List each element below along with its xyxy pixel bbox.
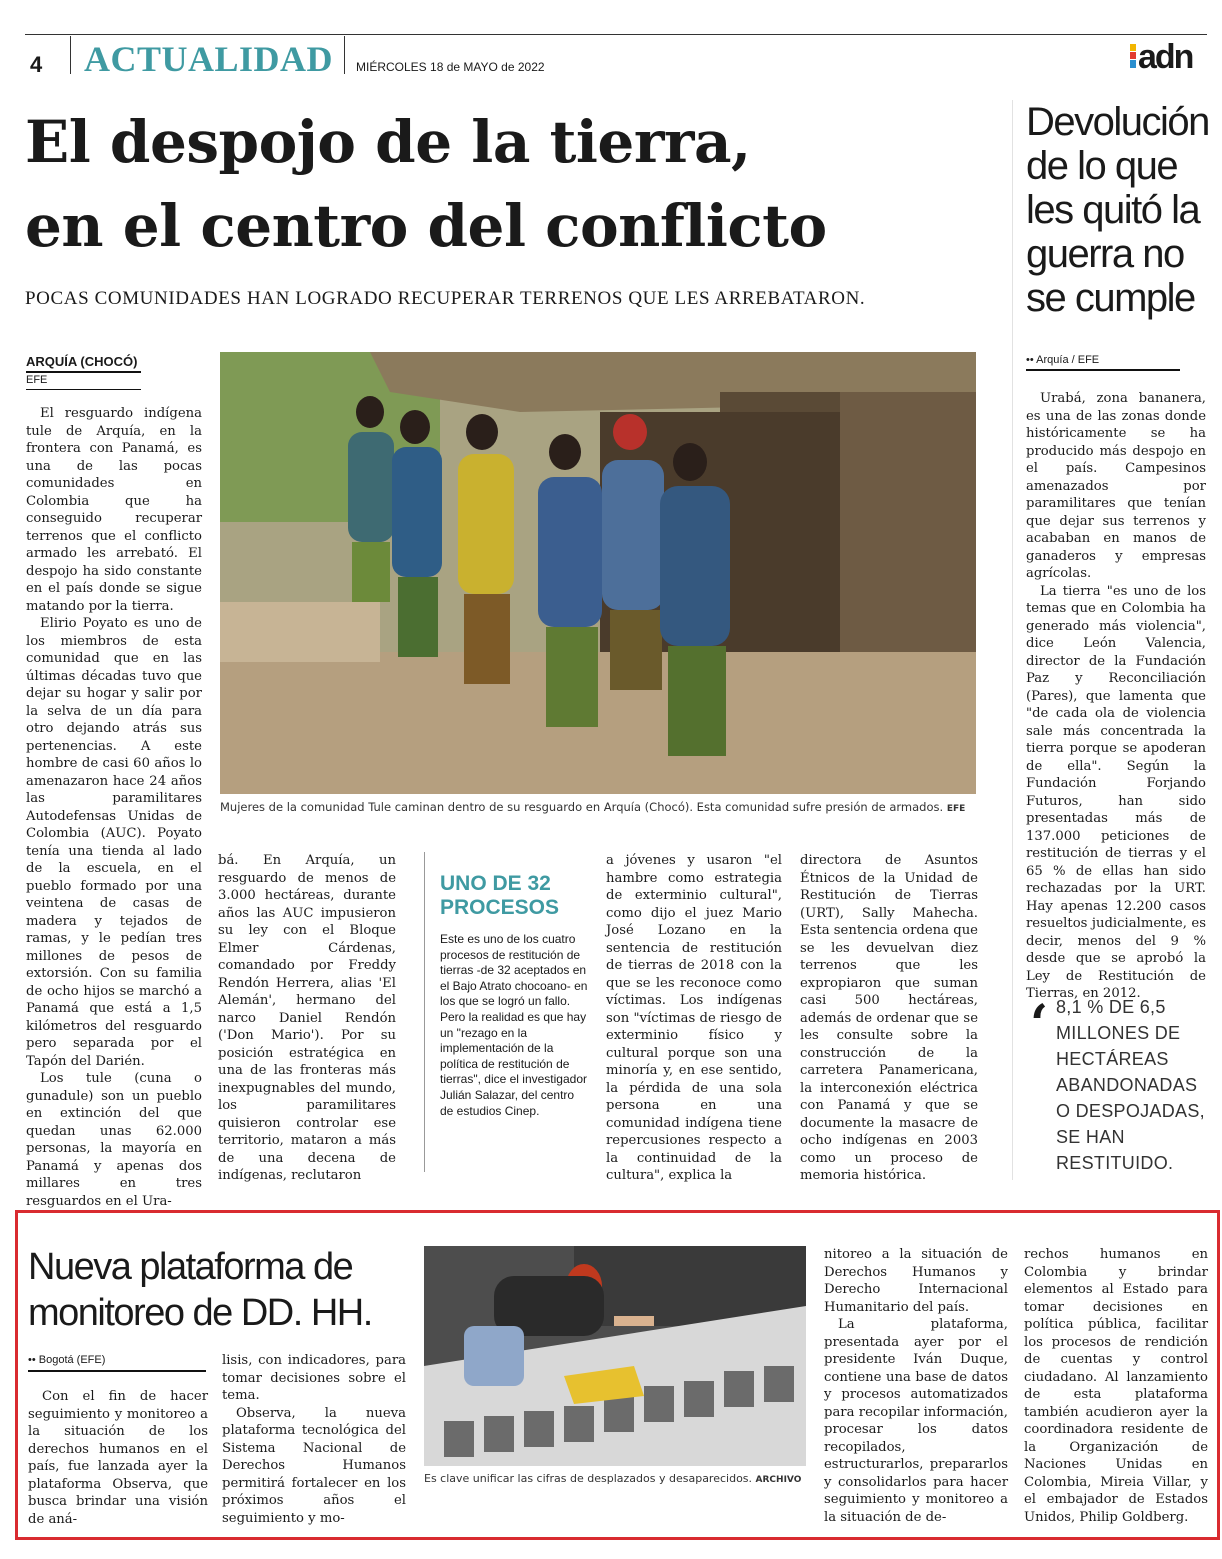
caption-text: Mujeres de la comunidad Tule caminan dentro de su resguardo en Arquía (Chocó). Esta comunidad sufre presión de armados. bbox=[220, 800, 944, 814]
article-column bbox=[26, 405, 202, 1209]
byline-rule bbox=[26, 389, 141, 390]
subheadline: POCAS COMUNIDADES HAN LOGRADO RECUPERAR TERRENOS QUE LES ARREBATARON. bbox=[25, 288, 866, 309]
paragraph: rechos humanos en Colombia y brindar elementos al Estado para tomar decisiones en política pública, facilitar los procesos de rendición de cuentas y control ciudadano. Al lanzamiento de esta plataforma también acudieron ayer la coordinadora residente de la Organización de Naciones Unidas en Colombia, Mireia Villar, y el embajador de Estados Unidos, Philip Goldberg. bbox=[1024, 1247, 1208, 1525]
brand-logo-mark bbox=[1130, 44, 1136, 68]
side-article-title: Devolución de lo que les quitó la guerra no se cumple bbox=[1026, 100, 1209, 320]
paragraph: directora de Asuntos Étnicos de la Unidad de Restitución de Tierras (URT), Sally Mahecha. Esta sentencia ordena que se les devuelvan diez terrenos que les expropiaron que suman casi 500 hectáreas, además de ordenar que se les consulte sobre la construcción de la carretera Panamericana, la interconexión eléctrica con Panamá y que se documente la masacre de ocho indígenas en 2003 como un proceso de memoria histórica. bbox=[800, 853, 978, 1183]
article-column bbox=[218, 852, 396, 1183]
bottom-photo bbox=[424, 1246, 806, 1466]
box-text: Este es uno de los cuatro procesos de restitución de tierras -de 32 aceptados en el Bajo Atrato chocoano- en los que se logró un fallo. Pero la realidad es que hay un "rezago en la implementación de la política de restitución de tierras", dice el investigador Julián Salazar, del centro de estudios Cinep. bbox=[440, 932, 588, 1118]
column-divider bbox=[1012, 100, 1013, 1180]
article-column bbox=[1024, 1246, 1208, 1525]
paragraph: Con el fin de hacer seguimiento y monitoreo a la situación de los derechos humanos en el país, fue lanzada ayer la plataforma Observa, que busca brindar una visión de aná- bbox=[28, 1389, 208, 1527]
paragraph: nitoreo a la situación de Derechos Humanos y Derecho Internacional Humanitario del país. bbox=[824, 1247, 1008, 1315]
article-column bbox=[28, 1388, 208, 1527]
paragraph: La tierra "es uno de los temas que en Colombia ha generado más violencia", dice León Valencia, director de la Fundación Paz y Reconciliación (Pares), que lamenta que "de cada ola de violencia sale más concentrada la tierra porque se apoderan de ella". Según la Fundación Forjando Futuros, han sido presentadas más de 137.000 peticiones de restitución de tierras y el 65 % de ellas han sido rechazadas por la URT. Hay apenas 12.200 casos resueltos judicialmente, es decir, menos del 9 % desde que se aprobó la Ley de Restitución de Tierras, en 2012. bbox=[1026, 583, 1206, 1001]
article-column bbox=[824, 1246, 1008, 1525]
article-column bbox=[606, 852, 782, 1183]
article-column bbox=[1026, 390, 1206, 1001]
paragraph: lisis, con indicadores, para tomar decisiones sobre el tema. bbox=[222, 1353, 406, 1403]
brand-logo: adn bbox=[1138, 38, 1193, 76]
byline-rule bbox=[28, 1370, 206, 1372]
side-byline bbox=[1026, 354, 1099, 366]
byline-source: EFE bbox=[26, 374, 48, 386]
byline-location: ARQUÍA (CHOCÓ) bbox=[26, 354, 138, 369]
page-number: 4 bbox=[30, 52, 43, 77]
paragraph: Elirio Poyato es uno de los miembros de esta comunidad que en las últimas décadas tuvo que dejar su hogar y salir por la selva de un día para otro dejando atrás sus pertenencias. A este hombre de casi 60 años lo amenazaron hace 24 años las paramilitares Autodefensas Unidas de Colombia (AUC). Poyato tenía una tienda al lado de la escuela, en el pueblo formado por una veintena de casas de madera y tejados de ramas, y le pedían tres millones de pesos de extorsión. Con su familia de ocho hijos se marchó a Panamá que está a 1,5 kilómetros del resguardo pero separada por el Tapón del Darién. bbox=[26, 616, 202, 1069]
bottom-article-title: Nueva plataforma de monitoreo de DD. HH. bbox=[28, 1246, 372, 1334]
headline-line: en el centro del conflicto bbox=[25, 192, 827, 260]
paragraph: La plataforma, presentada ayer por el presidente Iván Duque, contiene una base de datos y procesos automatizados para recopilar información, procesar los datos recopilados, estructurarlos, prepararlos y consolidarlos para hacer seguimiento y monitoreo a la situación de de- bbox=[824, 1317, 1008, 1525]
photo-credit: EFE bbox=[946, 804, 966, 814]
bullet-icon: •• bbox=[28, 1354, 39, 1366]
pull-quote: 8,1 % DE 6,5 MILLONES DE HECTÁREAS ABANDONADAS O DESPOJADAS, SE HAN RESTITUIDO. bbox=[1056, 997, 1205, 1173]
paragraph: El resguardo indígena tule de Arquía, en la frontera con Panamá, es una de las pocas comunidades en Colombia que ha conseguido recuperar terrenos que el conflicto armado les arrebató. El despojo ha sido constante en el país donde se sigue matando por la tierra. bbox=[26, 406, 202, 614]
paragraph: Los tule (cuna o gunadule) son un pueblo en extinción del que quedan unas 62.000 personas, la mayoría en Panamá y apenas dos millares en tres resguardos en el Ura- bbox=[26, 1071, 202, 1209]
photo-caption bbox=[424, 1472, 801, 1485]
headline-line: El despojo de la tierra, bbox=[25, 108, 751, 176]
header-divider bbox=[344, 36, 345, 74]
main-headline bbox=[25, 100, 985, 268]
photo-credit: ARCHIVO bbox=[755, 1475, 802, 1485]
section-title: ACTUALIDAD bbox=[84, 39, 334, 79]
byline-text: Bogotá (EFE) bbox=[38, 1354, 106, 1366]
main-photo bbox=[220, 352, 976, 794]
issue-date: MIÉRCOLES 18 de MAYO de 2022 bbox=[356, 60, 545, 74]
article-column bbox=[222, 1352, 406, 1526]
paragraph: Observa, la nueva plataforma tecnológica del Sistema Nacional de Derechos Humanos permitirá fortalecer en los próximos años el seguimiento y mo- bbox=[222, 1405, 406, 1526]
article-column bbox=[800, 852, 978, 1183]
byline-text: Arquía / EFE bbox=[1036, 354, 1100, 366]
paragraph: Urabá, zona bananera, es una de las zonas donde históricamente se ha producido más despojo en el país. Campesinos amenazados por paramilitares que tenían que dejar sus terrenos y acababan en manos de ganaderos y empresas agrícolas. bbox=[1026, 391, 1206, 581]
quote-icon: ‘ bbox=[1030, 994, 1049, 1055]
bullet-icon: •• bbox=[1026, 354, 1037, 366]
caption-text: Es clave unificar las cifras de desplazados y desaparecidos. bbox=[424, 1472, 753, 1485]
paragraph: a jóvenes y usaron "el hambre como estrategia de exterminio cultural", como dijo el juez Mario José Lozano en la sentencia de restitución de tierras de 2018 con la que se les reconoce como víctimas. Los indígenas son "víctimas de riesgo de exterminio físico y cultural porque son una minoría y, en ese sentido, la pérdida de una sola persona en una comunidad indígena tiene repercusiones respecto a la continuidad de la cultura", explica la bbox=[606, 853, 782, 1183]
byline-rule bbox=[1026, 369, 1180, 371]
byline-rule bbox=[26, 371, 141, 373]
photo-caption bbox=[220, 800, 965, 814]
paragraph: bá. En Arquía, un resguardo de menos de 3.000 hectáreas, durante años las AUC impusieron su ley con el Bloque Elmer Cárdenas, comandado por Freddy Rendón Herrera, alias 'El Alemán', hermano del narco Daniel Rendón ('Don Mario'). Por su posición estratégica en una de las fronteras más inexpugnables del mundo, los paramilitares quisieron controlar ese territorio, mataron a más de una decena de indígenas, reclutaron bbox=[218, 853, 396, 1183]
box-title: UNO DE 32 PROCESOS bbox=[440, 872, 560, 919]
top-rule bbox=[25, 34, 1207, 35]
header-divider bbox=[70, 36, 71, 74]
bottom-byline bbox=[28, 1354, 105, 1366]
